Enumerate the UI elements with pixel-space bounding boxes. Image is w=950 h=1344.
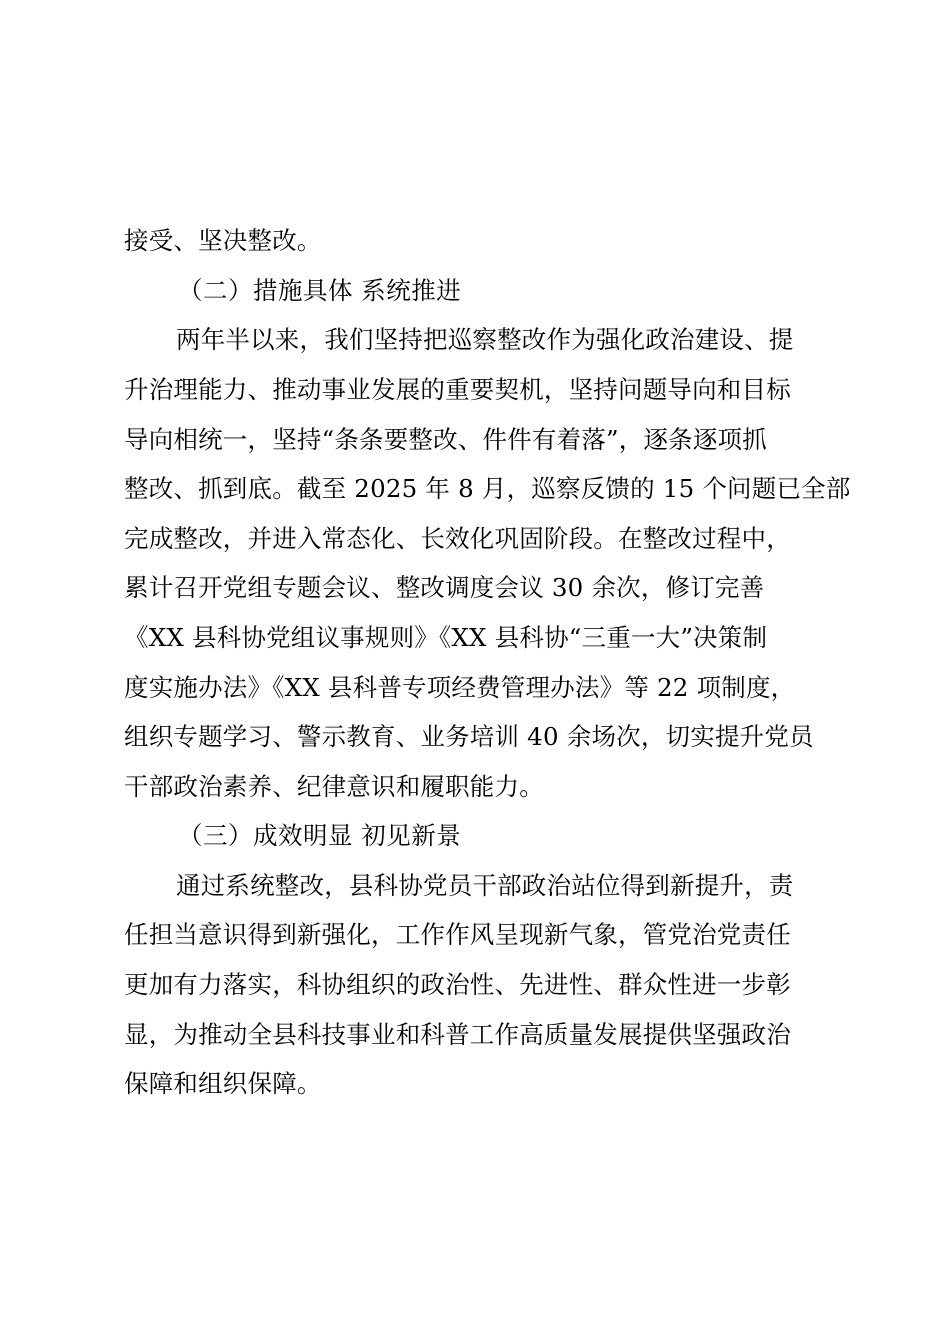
paragraph-line: 通过系统整改，县科协党员干部政治站位得到新提升，责 <box>176 871 794 900</box>
paragraph-line: 导向相统一，坚持“条条要整改、件件有着落”，逐条逐项抓 <box>124 425 767 454</box>
paragraph-line: 累计召开党组专题会议、整改调度会议 30 余次，修订完善 <box>124 573 765 602</box>
paragraph-line: 显，为推动全县科技事业和科普工作高质量发展提供坚强政治 <box>124 1020 791 1049</box>
paragraph-line: 整改、抓到底。截至 2025 年 8 月，巡察反馈的 15 个问题已全部 <box>124 474 851 503</box>
paragraph-line: 更加有力落实，科协组织的政治性、先进性、群众性进一步彰 <box>124 970 791 999</box>
paragraph-line: 升治理能力、推动事业发展的重要契机，坚持问题导向和目标 <box>124 375 791 404</box>
section-heading-3: （三）成效明显 初见新景 <box>178 821 462 850</box>
paragraph-line: 两年半以来，我们坚持把巡察整改作为强化政治建设、提 <box>176 325 794 354</box>
paragraph-line: 组织专题学习、警示教育、业务培训 40 余场次，切实提升党员 <box>124 722 814 751</box>
paragraph-line: 任担当意识得到新强化，工作作风呈现新气象，管党治党责任 <box>124 920 791 949</box>
paragraph-line: 接受、坚决整改。 <box>124 226 322 255</box>
section-heading-2: （二）措施具体 系统推进 <box>178 276 462 305</box>
paragraph-line: 保障和组织保障。 <box>124 1069 322 1098</box>
paragraph-line: 完成整改，并进入常态化、长效化巩固阶段。在整改过程中， <box>124 524 791 553</box>
paragraph-line: 干部政治素养、纪律意识和履职能力。 <box>124 772 544 801</box>
paragraph-line: 度实施办法》《XX 县科普专项经费管理办法》等 22 项制度， <box>124 673 796 702</box>
paragraph-line: 《XX 县科协党组议事规则》《XX 县科协“三重一大”决策制 <box>124 623 768 652</box>
